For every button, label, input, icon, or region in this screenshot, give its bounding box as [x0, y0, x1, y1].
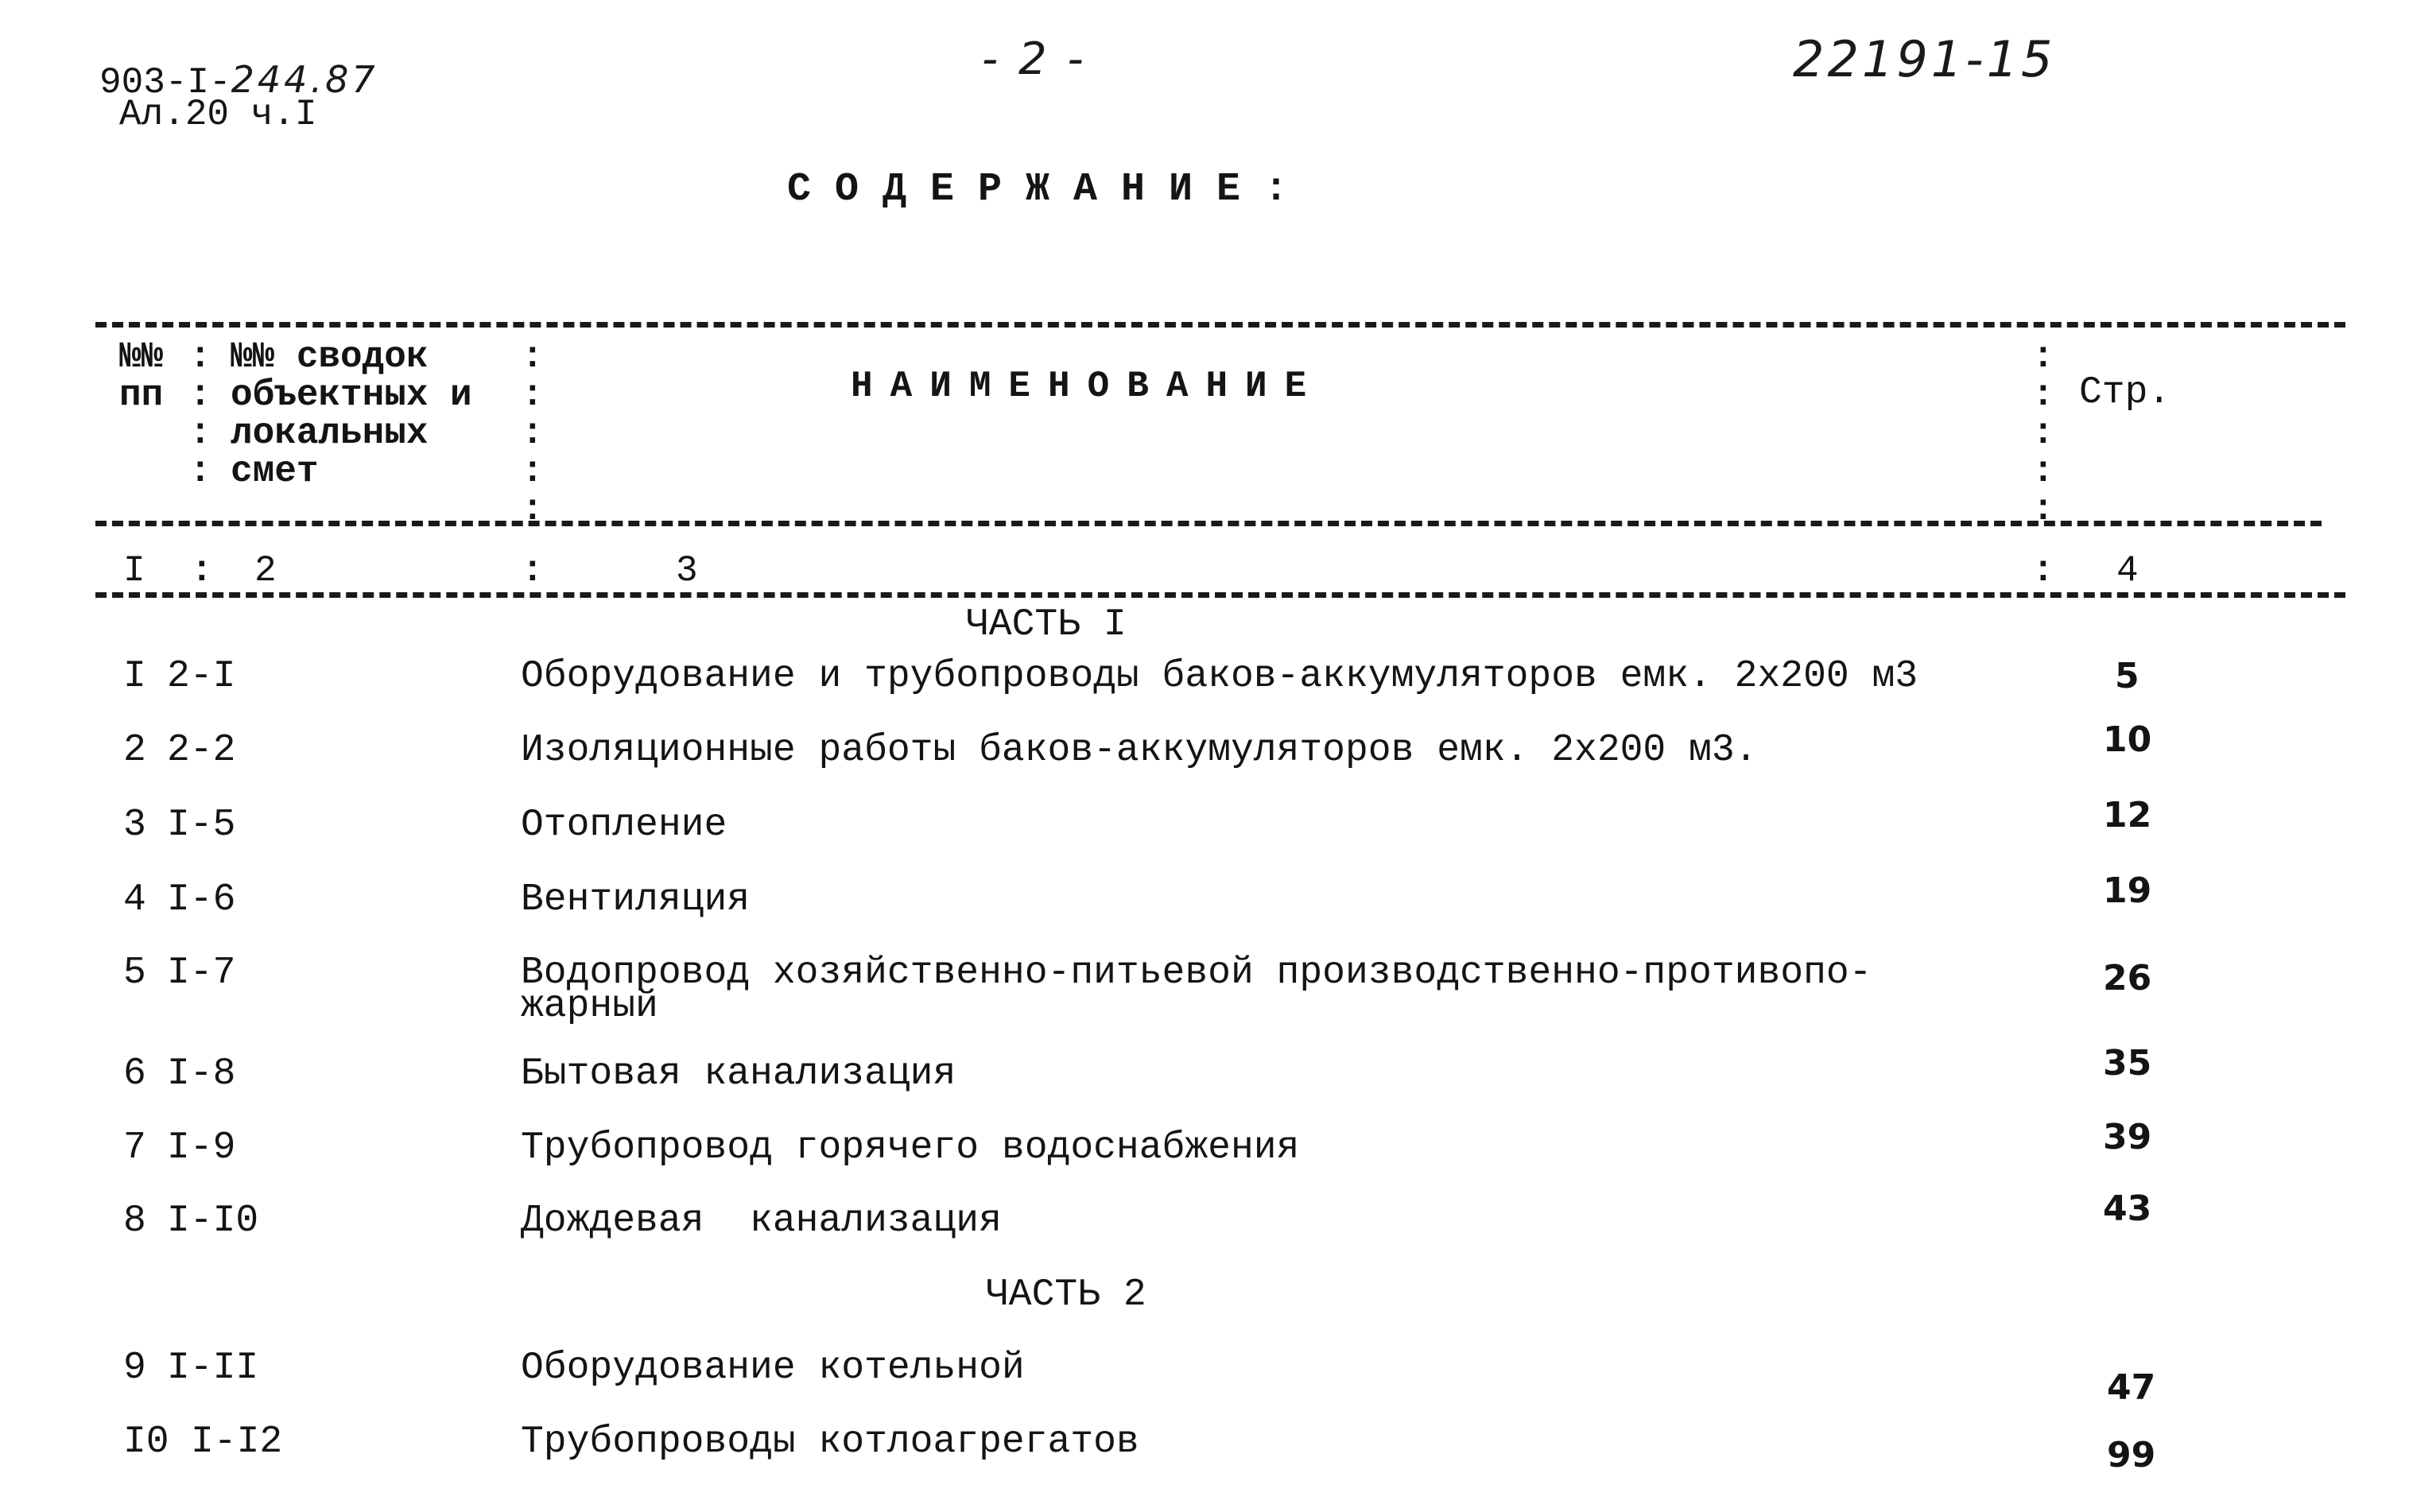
row-page: 5: [2115, 656, 2140, 696]
page-title: СОДЕРЖАНИЕ:: [787, 167, 1313, 212]
row-code: 2-2: [167, 729, 236, 772]
header-sep1: : : : :: [189, 336, 211, 492]
header-sep3: : : : : :: [2032, 336, 2054, 530]
row-page: 39: [2103, 1117, 2152, 1157]
colnum-sep1: :: [191, 550, 213, 591]
row-num: 9: [123, 1347, 146, 1390]
row-code: I-5: [167, 804, 236, 847]
colnum-1: I: [123, 550, 145, 591]
row-page: 43: [2103, 1188, 2152, 1229]
row-num: 5: [123, 952, 146, 994]
header-col3: НАИМЕНОВАНИЕ: [851, 366, 1325, 407]
column-numbers-rule: [95, 592, 2345, 598]
row-page: 99: [2107, 1435, 2156, 1475]
row-code: I-I0: [167, 1200, 259, 1243]
row-page: 19: [2103, 870, 2152, 911]
row-name: Трубопроводы котлоагрегатов: [521, 1421, 1139, 1464]
table-top-rule: [95, 322, 2345, 328]
row-num: 6: [123, 1053, 146, 1095]
header-col4: Стр.: [2079, 371, 2171, 414]
row-code: I-7: [167, 952, 236, 994]
row-page: 26: [2103, 958, 2152, 998]
header-col2-line2: объектных и: [231, 374, 472, 416]
row-name: Изоляционные работы баков-аккумуляторов емк. 2х200 м3.: [521, 729, 1758, 772]
row-name: Оборудование и трубопроводы баков-аккумуляторов емк. 2х200 м3: [521, 655, 1918, 698]
album-label: Ал.20 ч.I: [119, 94, 317, 135]
row-page: 35: [2103, 1043, 2152, 1084]
header-col2-line1: №№ сводок: [231, 336, 429, 378]
header-sep2: : : : : :: [522, 336, 544, 530]
row-num: I: [123, 655, 146, 698]
colnum-2: 2: [254, 550, 277, 591]
colnum-sep2: :: [522, 550, 544, 591]
section-title-part2: ЧАСТЬ 2: [986, 1274, 1146, 1316]
header-col2: [231, 338, 472, 490]
header-col2-line4: смет: [231, 451, 319, 492]
row-name: Отопление: [521, 804, 727, 847]
row-num: 3: [123, 804, 146, 847]
header-col1-line1: №№: [119, 336, 164, 378]
row-name: Трубопровод горячего водоснабжения: [521, 1126, 1300, 1169]
header-col1-line2: пп: [119, 374, 164, 416]
row-code: I-6: [167, 878, 236, 921]
header-col1: [119, 338, 163, 414]
section-title-part1: ЧАСТЬ I: [966, 603, 1127, 646]
header-col2-line3: локальных: [231, 413, 429, 454]
document-code-handwritten: 244.87: [231, 58, 378, 101]
row-name-continued: жарный: [521, 985, 658, 1028]
row-num: 4: [123, 878, 146, 921]
row-name: Бытовая канализация: [521, 1053, 956, 1095]
table-header-rule: [95, 521, 2322, 526]
row-num: 7: [123, 1126, 146, 1169]
colnum-3: 3: [676, 550, 698, 591]
colnum-sep3: :: [2032, 550, 2054, 591]
row-num: 2: [123, 729, 146, 772]
colnum-4: 4: [2116, 550, 2139, 591]
row-code: I-9: [167, 1126, 236, 1169]
row-name: Вентиляция: [521, 878, 751, 921]
row-page: 10: [2103, 719, 2152, 760]
page-number: - 2 -: [982, 33, 1087, 85]
row-page: 47: [2107, 1367, 2156, 1408]
row-num: 8: [123, 1200, 146, 1243]
row-name: Водопровод хозяйственно-питьевой производственно-противопо-: [521, 952, 1872, 994]
document-code-prefix: 903-I-: [99, 62, 231, 103]
row-page: 12: [2103, 795, 2152, 835]
row-code: I-I2: [191, 1421, 283, 1464]
row-name: Оборудование котельной: [521, 1347, 1025, 1390]
row-code: 2-I: [167, 655, 236, 698]
document-number: 22191-15: [1793, 30, 2056, 88]
row-code: I-8: [167, 1053, 236, 1095]
row-code: I-II: [167, 1347, 259, 1390]
row-name: Дождевая канализация: [521, 1200, 1002, 1243]
row-num: I0: [123, 1421, 169, 1464]
